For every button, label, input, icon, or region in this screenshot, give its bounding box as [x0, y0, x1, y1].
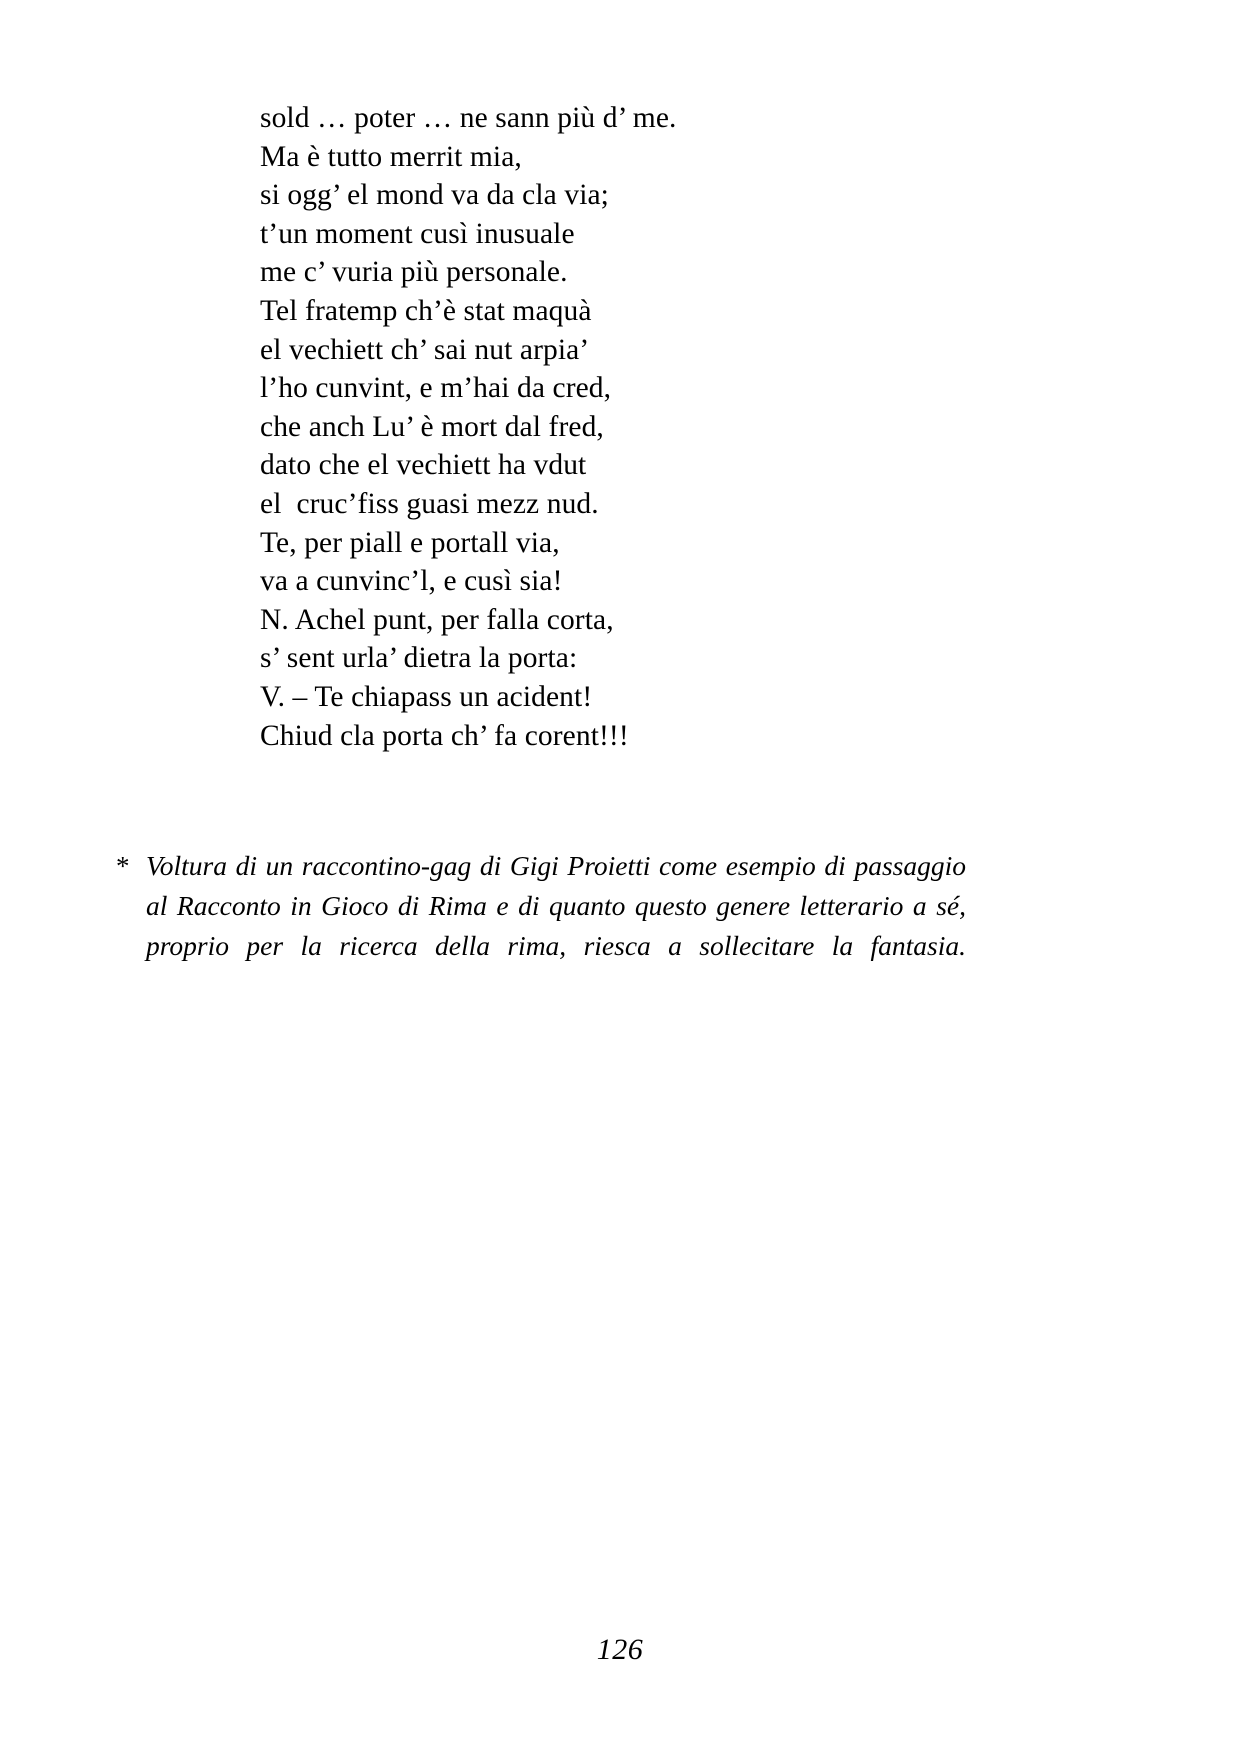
- poem-line: che anch Lu’ è mort dal fred,: [260, 410, 604, 443]
- poem-line: Te, per piall e portall via,: [260, 526, 560, 559]
- poem-line: s’ sent urla’ dietra la porta:: [260, 642, 578, 675]
- poem-line: me c’ vuria più personale.: [260, 256, 568, 289]
- footnote-marker: *: [116, 851, 130, 881]
- poem-line: si ogg’ el mond va da cla via;: [260, 179, 609, 212]
- poem-line: Tel fratemp ch’è stat maquà: [260, 294, 592, 327]
- poem-line: t’un moment cusì inusuale: [260, 217, 575, 250]
- poem-line: va a cunvinc’l, e cusì sia!: [260, 565, 563, 598]
- footnote: [116, 846, 966, 1006]
- poem-line: el cruc’fiss guasi mezz nud.: [260, 487, 599, 520]
- poem-line: el vechiett ch’ sai nut arpia’: [260, 333, 590, 366]
- footnote-text: Voltura di un raccontino-gag di Gigi Proietti come esempio di passaggio al Racconto in Gioco di Rima e di quanto questo genere letterario a sé, proprio per la ricerca della rima, riesca a sollecitare la fantasia.: [146, 850, 966, 961]
- poem-line: sold … poter … ne sann più d’ me.: [260, 102, 677, 134]
- poem-line: Chiud cla porta ch’ fa corent!!!: [260, 719, 629, 752]
- poem-line: dato che el vechiett ha vdut: [260, 449, 587, 482]
- poem-line: N. Achel punt, per falla corta,: [260, 603, 614, 636]
- poem-line: l’ho cunvint, e m’hai da cred,: [260, 372, 612, 405]
- poem-line: Ma è tutto merrit mia,: [260, 140, 522, 173]
- page-number: 126: [596, 1633, 644, 1666]
- poem-line: V. – Te chiapass un acident!: [260, 680, 593, 713]
- poem-block: [260, 99, 960, 755]
